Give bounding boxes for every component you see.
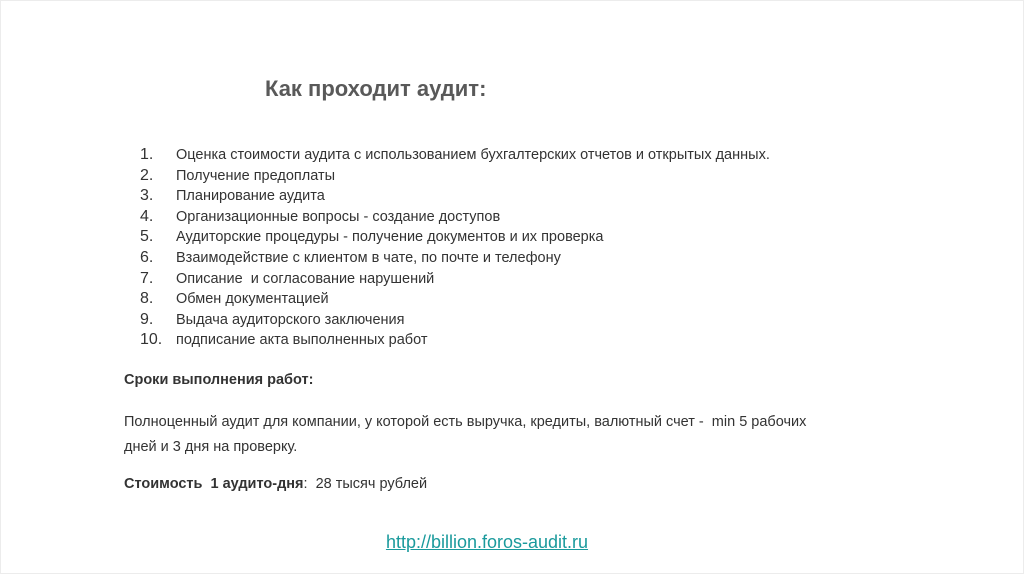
item-number: 5. [140,228,154,246]
deadlines-heading: Сроки выполнения работ: [124,372,314,388]
item-text: Аудиторские процедуры - получение документов и их проверка [176,229,604,246]
item-number: 10. [140,331,163,349]
cost-value: : 28 тысяч рублей [303,476,428,492]
list-item [130,269,770,290]
item-number: 9. [140,310,154,328]
item-text: Планирование аудита [176,188,325,205]
list-item [130,166,770,187]
item-number: 6. [140,248,154,266]
list-item [130,207,770,228]
item-number: 7. [140,269,154,287]
item-number: 4. [140,207,154,225]
item-number: 3. [140,187,154,205]
list-item [130,145,770,166]
item-text: Описание и согласование нарушений [176,270,435,287]
item-number: 8. [140,290,154,308]
slide-title: Как проходит аудит: [265,76,487,101]
item-number: 1. [140,146,154,163]
list-item [130,330,770,351]
item-text: Получение предоплаты [176,167,336,184]
item-text: Обмен документацией [176,291,329,308]
list-item [130,227,770,248]
cost-line [124,476,427,492]
item-text: Оценка стоимости аудита с использованием бухгалтерских отчетов и открытых данных. [176,147,770,163]
audit-steps-list [130,145,770,351]
deadlines-text: Полноценный аудит для компании, у которой есть выручка, кредиты, валютный счет - min 5 рабочих дней и 3 дня на проверку. [124,414,811,455]
list-item [130,248,770,269]
website-link[interactable]: http://billion.foros-audit.ru [385,532,589,552]
item-text: Организационные вопросы - создание доступов [176,208,501,225]
list-item [130,310,770,331]
item-text: подписание акта выполненных работ [176,332,428,349]
cost-label: Стоимость 1 аудито-дня [124,476,304,492]
list-item [130,289,770,310]
item-text: Выдача аудиторского заключения [176,311,405,328]
list-item [130,186,770,207]
item-text: Взаимодействие с клиентом в чате, по почте и телефону [176,249,561,266]
item-number: 2. [140,166,154,184]
